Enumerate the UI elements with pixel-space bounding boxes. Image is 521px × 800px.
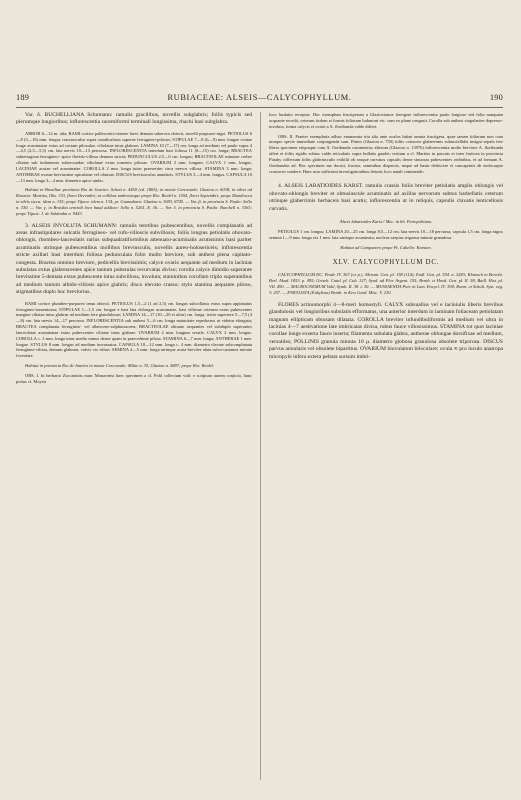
right-column — [269, 112, 503, 361]
column-divider — [260, 112, 261, 780]
observation-2: OBS. II. Praeter exemplaria adhuc enumerata tria alia ante oculos habui omnia fructigera, quae tamen folioram non cum utraque specie immediate conjungenda sunt. Primo (Glaziou n. 750) foliis coriaceis glaberrimis subtusfallidis insigni sepala fere libera specimen etiqoaque cum A. floribunda commentia; alterum (Glaziou n. 13976) inflorescentia multo breviore A. floribunda affert et foliis rigidis subtus valde reticulatis supra bullatis gaudet; tertium a cl. Martius in pascuis et inter fruticea in provincia Piauhy collectum foliis glabriusculis exibilit ob easque curvatos capsulis dense sinuosas pubescentes ordinibus, et ad formam A. floribundae ad. Hoc specimen me docuit, fructus, seminibus dispersis, neque ad basin dehiscere et caucaprinis ab endocarpio crustaceo soudere. Haec non sufficiunt investigationibus fieturis loco natali commendo. — [269, 133, 503, 174]
variety-habitat: Habitat in Brasiliae provincia Rio de Janeiro: Schott n. 4450 (ed. 1865); in monte Corcovado: Glaziou n. 6038; in silvis ad Rosario: Martius, Obs. 333, floret Decembri; in collibus umbrosisque prope Rio: Riedel n. 1054, floret Septembri; prope Mandiocca in silvis sicca: idem n. 135; prope Tijuca: idem n. 134; pr. Guanabara: Glaziou n. 3693, 8745. — Var. β. in provincia S. Paulo: Sello n. 330. — Var. γ. in Brasilia centrali loco haud addicto: Sello n. 5261, E. 36. — Var. δ. in provincia S. Paulo: Burchell n. 3363; prope Tijuca: J. de Saldanha n. 9443. — [16, 187, 252, 216]
running-header — [16, 93, 503, 107]
header-rule — [16, 107, 503, 108]
species-3-diagnosis — [16, 223, 252, 297]
running-title: RUBIACEAE: ALSEIS—CALYCOPHYLLUM. — [167, 93, 352, 102]
species-3-habitat: Habitat in provincia Rio de Janeiro in monte Corcovado: Milne n. 35, Glaziou n. 5887; prope Rio: Riedel. — [25, 363, 215, 369]
species-4-title: 4. ALSEIS LABATIOIDES KARST. — [278, 183, 364, 190]
species-3-body: ramulis teretibus pubescentibus, novellis complanatis ad areas infrastipulares sulcatis ferrugineo- vel rufo-villoscis subvillosis; foliis longius petiolatis obovato-oblongis, rhombeo-lanceolatis rarius subquadratiformibus attenuato-acuminatis acutissimis basi pariter acuminatis utrinque pubescentibus mollibus breviusculis, novellis aureo-holosericeis; inflorescentia stricte axillari basi interdum foliosa pedunculata folio multo breviore, sub anthesi plena capitato-congesta. Bractea omnino breviore, pedicellis brevissimis; calyce ovario aequante ad medium in lacinias subulatas extus glabrescentes apice tantum puberulas recurvatas diviso; corolla calyce dimidio superante brevissime 5-dentata extus pubescente intus subvillosa, involuta; staminibus corollam triplo superantibus ad medium tantum albido-villosis apice glabris; disco elevato crasso; stylo stamina aequante piloso, stigmatibus duplo hoc breviorius. — [16, 222, 252, 296]
genus-synonymy: CALYCOPHYLLUM DC. Prodr. IV. 367 (ex p.); Meisnn. Gen. pl. 158 (114); Endl. Gen. pl. 554. n. 3283; Klotzsch in Bericht. Berl. Akad. 1853. p. 495; Griseb. Catal. pl. Cub. 127; Synd. ad Flor. Argent. 155; Benth. et Hook. Gen. pl. II. 38; Baill. Hist. pl. VII. 490. — MACROCNEMUM Vahl, Symb. II. 38. t. 30. — MUSSAENDA Poir. in Lam. Encycl. IV. 394; Roem. et Schult. Syst. veg. V. 257. — ENKYLISTA (Enkylista) Benth. in Kew Gard. Misc. V. 230. — [269, 272, 503, 295]
variety-delta-diagnosis: Var. δ. BUCHELLIANA Schumann: ramulis gracilibus, novellis subglabris; foliis typicis sed plerumque longioribus; inflorescentia racemiformi terminali longissima, rhachi basi subglabra. — [16, 112, 252, 126]
species-3-description: RAMI cortice plumbeo-purpureo tenui obtecti. PETIOLUS 1,5—2 (1 ad 2,5) cm. longus subcollatus extus supra applanatus ferrugineo-tomentosus; STIPULAE 1—1,5 cm. longae e basi lata oblongae acuminatae, basi villosae ceterum extus pubescentes margine ciliatae intus glabrae ad medium fere glandulosae; LAMINA 14—17 (10—20 et ultra) cm. longa, tertio superiore 5—7,5 (4—8) cm. lata nervis 14—17 percursa. INFLORESCENTIA sub anthesi 5—6 cm. longa maturitate repedacrus ut videtur elongata; BRACTEA complanata ferrugineo- vel albescens-sulphurascens; BRACTEOLAE obtusae aequantes vel subduplo superantes lanceolatae acuminatae extus pubescentes ciliatae intus glabrae. OVARIUM 2 mm. longum sessile. CALYX 2 mm. longus. COROLLA c. 3 mm. longa intus medio minus dense quam in praecedente pilosa. STAMINA 6—7 mm. longa; ANTHERAE 1 mm. longae. STYLUS 8 mm. longus ad medium incrassatus. CAPSULA 10—12 mm. longa c. 4 mm. diametro clavate subcomplanata ferrugineo-ciliata, demum glabrata, valvis vix tribus. SEMINA 4—5 mm. longa utrinque acuta breviter alata rufeo-castanea minute foveolata. — [16, 300, 252, 359]
species-4-body: ramulis crassis foliis breviter petiolatis amplis oblongis vel obovato-oblongis breviter et obtusiuscule acuminatis ad axillas nervorum subtus barbellatis ceterum utrinque glaberrimis herbaceis basi acutis; inflorescentia ut in reliquis, capsulis clavatis lenticellosis curvatis. — [269, 183, 503, 212]
variety-delta-description: ARBOR 6—12 m. alta; RAMI cortice pallescenti-cinereo laevi demum suberoso obtecti, novelli purpureo-nigri. PETIOLUS 6—8 (5—16) mm. longus crassiusculus supra canaliculatus superne ferrugineo-pilosus; STIPULAE 7—8 (6—9) mm. longae ovatae longe acuminatae extus ad costam pilosulae, ciliolatae intus glabrae; LAMINA 10 (7—17) cm. longa ad medium vel paulo supra 4—4,5 (2,5—5,5) cm. lata nervis 10—13 percursa. INFLORESCENTIA interdum basi foliosa 11 (8—15) cm. longa; BRACTEA subtetragona ferrugineo- apice flavido-villosa demum stricta; PEDUNCULUS 2,5—6 cm. longus; BRACTEOLAE minutae crebre ciliatae sub indumento subsecundae ciliolatae extus tomento pilosae. OVARIUM 2 mm. longum. CALYX 1 mm. longus, LACINIAE acutae vel acuminatae. COROLLA 2 mm. longa intus praesertim circa nervos villosa. STAMINA 3 mm. longa; ANTHERAE ovatae breviusime apiculatae vel obtusae. DISCUS breviusculus annularis. STYLUS 3—4 mm. longus. CAPSULA 10—13 mm. longa 3—4 mm. diametro apice umbo. — [16, 130, 252, 183]
species-4-description: PETIOLUS 1 cm. longus; LAMINA 20—25 cm. longa 8,5—12 cm. lata nervis 10—18 percursa; capsula 1,5 cm. longa nigra; semina 1—9 mm. longa vix 1 mm. lata utrinque acuminata; nucleus saepius trigonus minute granulosa. — [269, 228, 503, 240]
page-number-left: 189 — [16, 93, 30, 102]
species-4-synonym: Alseis labatioides Karst.! Mec. in hb. Petropolitano. — [339, 219, 433, 225]
genus-heading: XLV. CALYCOPHYLLUM DC. — [332, 259, 440, 267]
species-4-habitat: Habitat ad Campanero prope Pt. Cabello: Karsten. — [340, 244, 432, 250]
observation-1: OBS. I. In herbario Zuccariniis nunc Monacensi haec specimen a cl. Pohl collectum vidi: e scriptura autem conjicio, hanc potius cl. Moyen — [16, 372, 252, 384]
observation-1-continued: loco lusdatio receptae. Hoc exemplum fructiperum a Glaziovianoe fereigere inflorescentia paulo longiore sed folia nunquam acquante recedit, ceterum iisdem et formis folioram ludunturt etc. cum eo plane congruit. Corolla sub anthesi singulariter depresso-involuta, forma calycis et ovarii a A. floribunda valde differt. — [269, 112, 503, 129]
genus-description: FLORES actinomorphi 4—8-meri homostyli. CALYX subsuallus vel e laciniulis liberis brevibus glandulosis vel longioribus subulatis efformatus, una anterior interdum in laminam foliaceam petiolatam magnam ellipticam obtusam dilatata. COROLLA breviter infundibuliformis ad medium vel ultra in lacinias 4—7 aestivatione late imbricatas divisa, tubus fauce villosissimus. STAMINA tot quot laciniae corollae longe exserta fauce inserta; filamenta subulata glabra, antherae oblongae dorsifixae ad medium, versatiles; POLLINIS granula minuta 10 μ. diametro globosa granulosa obsolete triporosa. DISCUS parvus annularis vel obsolete bipartitus. OVARIUM biovulatum biloculare; ovula ∞ pro loculo anatropa micropyle infera extera peltata sursum imbri- — [269, 301, 503, 360]
left-column — [16, 112, 252, 385]
species-4-diagnosis — [269, 183, 503, 213]
species-3-title: 3. ALSEIS INVOLUTA SCHUMANN: — [25, 222, 118, 229]
page-number-right: 190 — [489, 93, 503, 102]
